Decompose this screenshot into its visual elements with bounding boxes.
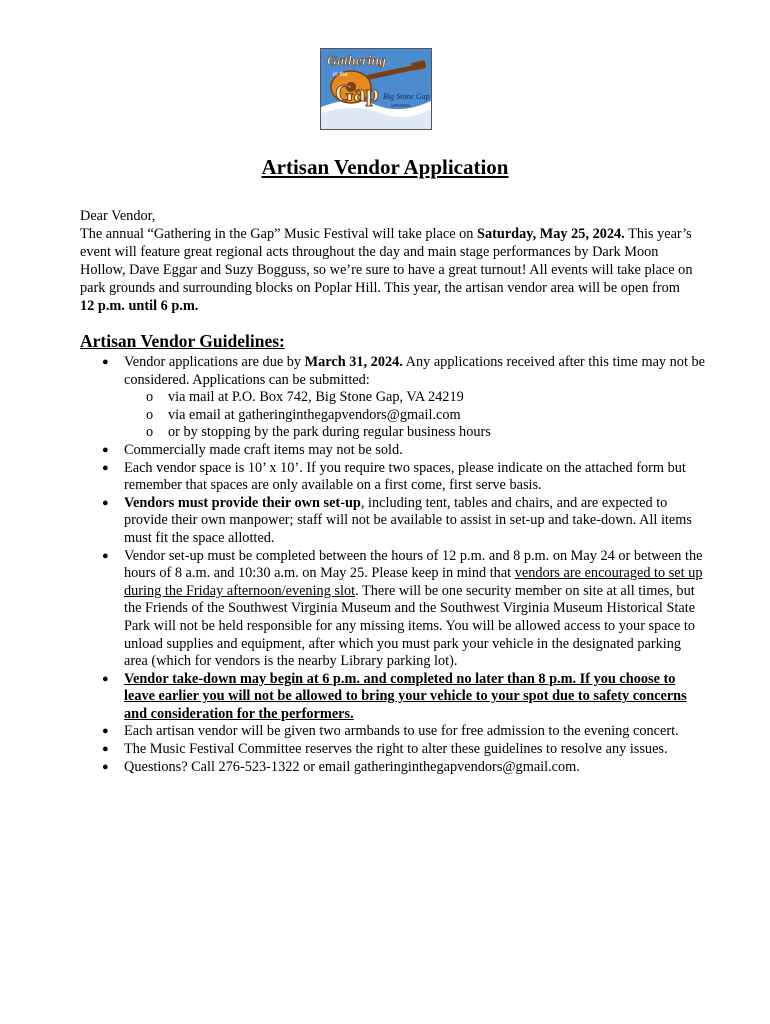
guideline-bold-underlined: Vendor take-down may begin at 6 p.m. and completed no later than 8 p.m. If you choose to leave earlier you will not be allowed to bring your vehicle to your spot due to safety concerns and consideration for the performers. [124,670,687,722]
submission-method-in-person [124,424,705,442]
bullet-icon: ● [102,461,109,474]
greeting: Dear Vendor, [80,208,156,224]
logo-text-state: VIRGINIA [391,103,411,108]
bullet-icon: ● [102,549,109,562]
guideline-text: Each vendor space is 10’ x 10’. If you require two spaces, please indicate on the attached form but remember that spaces are only available on a first come, first serve basis. [124,459,686,494]
submission-method-email [124,407,705,425]
guideline-text: , including tent, tables and chairs, and are expected to provide their own manpower; staff will not be available to assist in set-up and take-down. All items must fit the space allotted. [124,494,692,546]
guideline-own-setup [80,495,705,548]
logo-graphic [321,49,431,129]
sub-text: or by stopping by the park during regular business hours [168,424,491,441]
guideline-text: Questions? Call 276-523-1322 or email gatheringinthegapvendors@gmail.com. [124,758,580,775]
guideline-takedown [80,671,705,724]
sub-bullet-icon: o [146,424,154,441]
vendor-hours: 12 p.m. until 6 p.m. [80,298,199,314]
page-title: Artisan Vendor Application [261,155,509,179]
logo-text-place: Big Stone Gap [383,92,430,101]
intro-text-cont: This year’s event will feature great regional acts throughout the day and main stage performances by Dark Moon Hollow, Dave Eggar and Suzy Bogguss, so we’re sure to have a great turnout! All events will take place on park grounds and surrounding blocks on Poplar Hill. This year, the artisan vendor area will be open from [80,226,693,296]
bullet-icon: ● [102,672,109,685]
guidelines-heading: Artisan Vendor Guidelines: [80,331,285,351]
festival-logo [320,48,432,130]
guideline-bold: Vendors must provide their own set-up [124,494,361,511]
bullet-icon: ● [102,760,109,773]
guideline-committee-rights [80,741,705,759]
guideline-text: . There will be one security member on site at all times, but the Friends of the Southwest Virginia Museum and the Southwest Virginia Museum Historical State Park will not be held responsible for any missing items. You will be allowed access to your space to unload supplies and equipment, after which you must park your vehicle in the designated parking area (which for vendors is the nearby Library parking lot). [124,582,696,670]
sub-bullet-icon: o [146,389,154,406]
guideline-text: Each artisan vendor will be given two armbands to use for free admission to the evening concert. [124,723,679,740]
intro-letter [80,207,695,315]
sub-text: via mail at P.O. Box 742, Big Stone Gap, VA 24219 [168,389,464,406]
submission-methods [124,389,705,442]
logo-text-main: Gap [335,81,380,107]
bullet-icon: ● [102,496,109,509]
guideline-armbands [80,723,705,741]
logo-text-top: Gathering [327,54,387,69]
guideline-text: Any applications received after this time may not be considered. Applications can be submitted: [124,354,705,388]
bullet-icon: ● [102,725,109,738]
guideline-text: The Music Festival Committee reserves the right to alter these guidelines to resolve any issues. [124,741,668,758]
guideline-text: Vendor applications are due by [124,354,305,370]
bullet-icon: ● [102,356,109,368]
sub-bullet-icon: o [146,406,154,423]
guideline-text: Commercially made craft items may not be sold. [124,441,403,458]
guideline-text: Vendor set-up must be completed between the hours of 12 p.m. and 8 p.m. on May 24 or between the hours of 8 a.m. and 10:30 a.m. on May 25. Please keep in mind that [124,547,703,582]
guideline-underlined: vendors are encouraged to set up during the Friday afternoon/evening slot [124,565,703,599]
event-date: Saturday, May 25, 2024. [477,226,625,242]
guideline-deadline [80,354,705,442]
sub-text: via email at gatheringinthegapvendors@gmail.com [168,406,461,423]
submission-method-mail [124,389,705,407]
guideline-no-commercial [80,442,705,460]
intro-text: The annual “Gathering in the Gap” Music Festival will take place on [80,226,478,242]
intro-paragraph [80,225,695,315]
guideline-space-size [80,460,705,495]
bullet-icon: ● [102,443,109,456]
deadline-date: March 31, 2024. [304,354,403,370]
guidelines-list [80,354,705,776]
bullet-icon: ● [102,743,109,756]
guideline-setup-hours [80,548,705,671]
logo-text-in: in the [333,72,348,78]
guideline-questions [80,759,705,777]
